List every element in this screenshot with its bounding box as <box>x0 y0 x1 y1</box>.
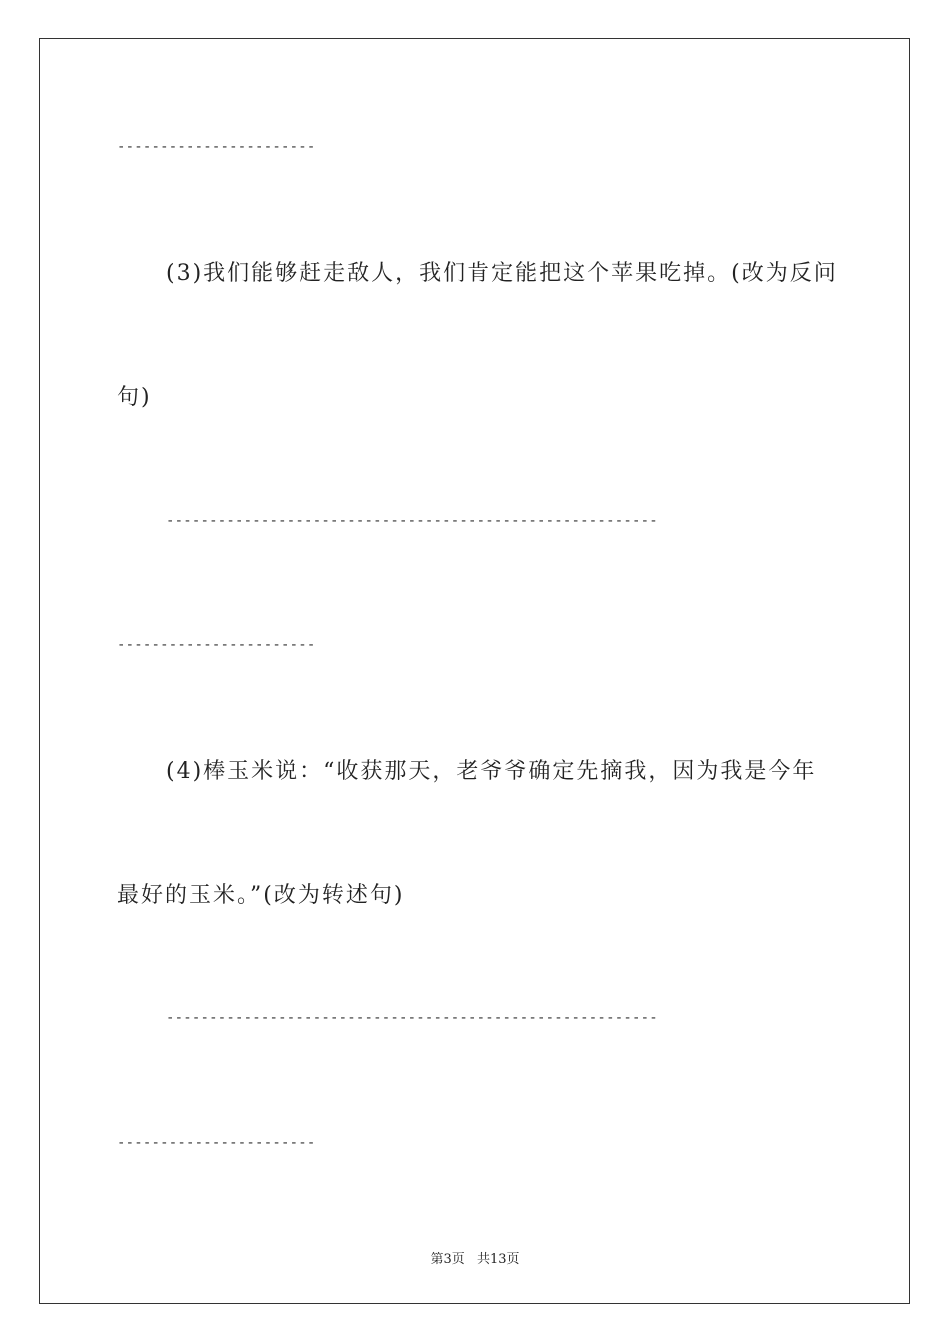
answer-line-short: ----------------------- <box>117 1135 316 1151</box>
question-3-line-2: 句) <box>117 385 152 410</box>
question-4-line-2: 最好的玉米。”(改为转述句) <box>117 883 405 908</box>
answer-line-short: ----------------------- <box>117 637 316 653</box>
answer-line-short: ----------------------- <box>117 139 316 155</box>
page-border <box>39 38 910 1304</box>
answer-line-long: --------------------------------------------------------- <box>166 1010 658 1026</box>
page-footer <box>0 1248 950 1267</box>
question-3-line-1: (3)我们能够赶走敌人，我们肯定能把这个苹果吃掉。(改为反问 <box>166 261 838 286</box>
page-number-total: 共13页 <box>476 1252 520 1267</box>
page-number-current: 第3页 <box>430 1252 465 1267</box>
question-4-line-1: (4)棒玉米说：“收获那天，老爷爷确定先摘我，因为我是今年 <box>166 759 817 784</box>
answer-line-long: --------------------------------------------------------- <box>166 513 658 529</box>
